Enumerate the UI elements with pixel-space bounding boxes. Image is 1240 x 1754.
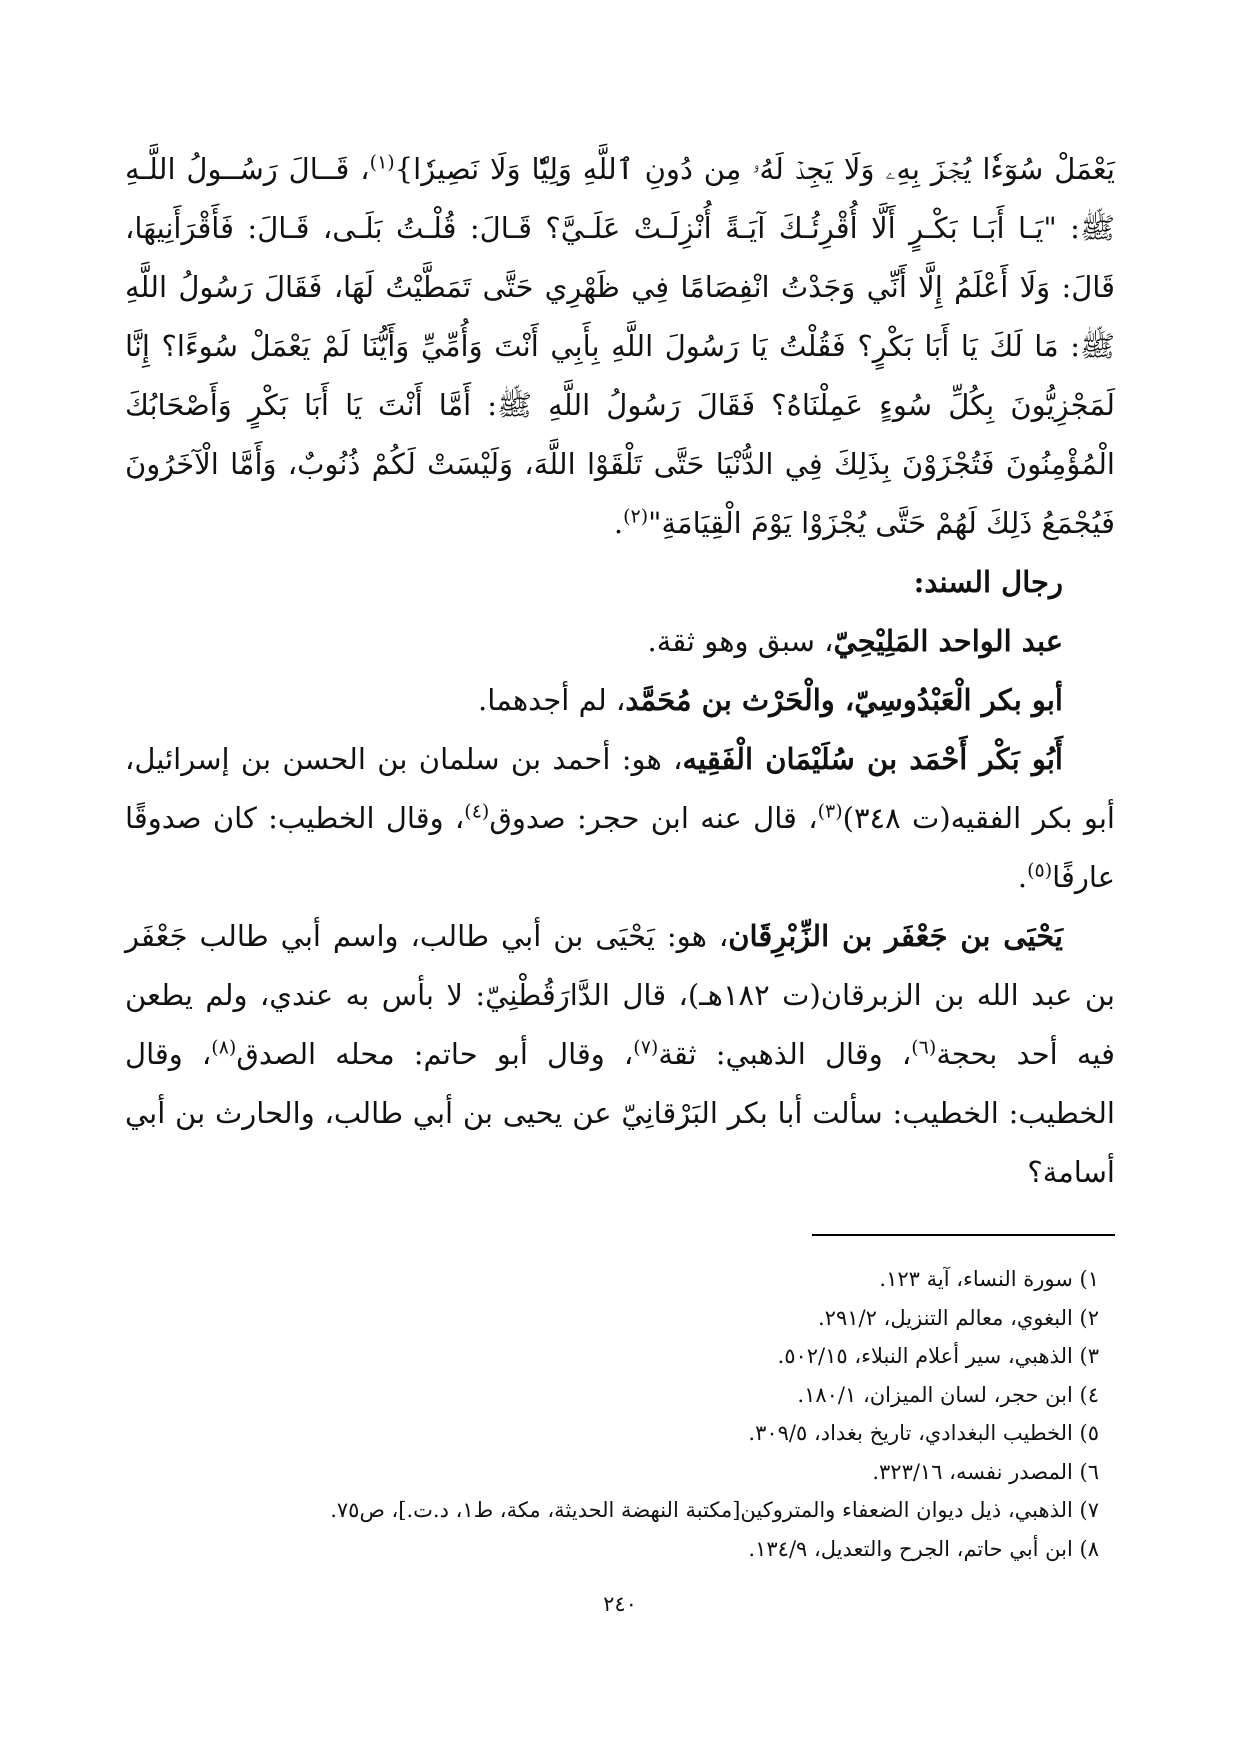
footnote-ref-7[interactable]: (٧) <box>633 1036 659 1059</box>
section-heading: رجال السند: <box>913 565 1063 599</box>
narrator-paragraph-2 <box>125 671 1115 730</box>
narrator-text-4d: ، وقال الخطيب: الخطيب: سألت أبا بكر البَرْقانِيّ عن يحيى بن أبي طالب، والحارث بن أبي أسامة؟ <box>125 1037 1115 1189</box>
footnote-ref-4[interactable]: (٤) <box>464 800 490 823</box>
narrator-text-4b: ، وقال الذهبي: ثقة <box>658 1037 912 1071</box>
narrator-note-2: ، لم أجدهما. <box>478 683 626 717</box>
footnotes-list <box>139 1260 1099 1568</box>
narrator-text-4c: ، وقال أبو حاتم: محله الصدق <box>236 1037 634 1071</box>
narrator-text-3a: ، هو: أحمد بن سلمان بن الحسن بن إسرائيل، أبو بكر الفقيه(ت ٣٤٨) <box>125 742 1115 835</box>
footnote-3: ٣) الذهبي، سير أعلام النبلاء، ٥٠٢/١٥. <box>777 1344 1099 1368</box>
hadith-paragraph <box>125 140 1115 553</box>
footnote-6: ٦) المصدر نفسه، ٣٢٣/١٦. <box>872 1459 1099 1484</box>
footnote-1: ١) سورة النساء، آية ١٢٣. <box>879 1267 1099 1291</box>
narrator-paragraph-3 <box>125 730 1115 907</box>
footnote-ref-5[interactable]: (٥) <box>1027 859 1053 882</box>
narrator-note-1: ، سبق وهو ثقة. <box>647 624 834 658</box>
narrator-text-4a: ، هو: يَحْيَى بن أبي طالب، واسم أبي طالب جَعْفَر بن عبد الله بن الزبرقان(ت ١٨٢هـ)، قال الدَّارَقُطْنِيّ: لا بأس به عندي، ولم يطعن فيه أحد بحجة <box>125 919 1116 1071</box>
footnote-ref-8[interactable]: (٨) <box>211 1036 237 1059</box>
footnote-separator <box>812 1234 1115 1236</box>
main-text <box>125 140 1115 1202</box>
narrator-text-3b: ، قال عنه ابن حجر: صدوق <box>489 801 818 835</box>
narrator-name-4: يَحْيَى بن جَعْفَر بن الزِّبْرِقَان <box>728 919 1063 953</box>
quran-verse: يَعْمَلْ سُوٓءٗا يُجۡزَ بِهِۦ وَلَا يَجِدۡ لَهُۥ مِن دُونِ ٱللَّهِ وَلِيّٗا وَلَا نَصِيرٗا} <box>394 152 1115 186</box>
document-page <box>125 0 1115 1754</box>
footnote-8: ٨) ابن أبي حاتم، الجرح والتعديل، ١٣٤/٩. <box>748 1536 1099 1561</box>
narrator-paragraph-4 <box>125 907 1115 1202</box>
narrator-name-1: عبد الواحد المَلِيْحِيّ <box>833 624 1063 658</box>
narrator-text-3c: ، وقال الخطيب: كان صدوقًا عارفًا <box>125 801 1115 894</box>
footnote-7: ٧) الذهبي، ذيل ديوان الضعفاء والمتروكين[مكتبة النهضة الحديثة، مكة، ط١، د.ت.]، ص٧٥. <box>330 1498 1099 1522</box>
narrator-paragraph-1 <box>125 612 1115 671</box>
footnote-ref-1[interactable]: (١) <box>369 151 395 174</box>
footnote-2: ٢) البغوي، معالم التنزيل، ٢٩١/٢. <box>817 1305 1099 1330</box>
hadith-end: . <box>613 506 624 540</box>
narrator-name-2: أبو بكر الْعَبْدُوسِيّ، والْحَرْث بن مُحَمَّد <box>625 683 1063 717</box>
hadith-text: ، قَــالَ رَسُــولُ اللَّـهِ ﷺ: "يَـا أَبَـا بَكْـرٍ أَلَّا أُقْرِئُـكَ آيَـةً أُنْزِلَـتْ عَلَـيَّ؟ قَـالَ: قُلْـتُ بَلَـى، قَـالَ: فَأَقْرَأَنِيهَا، قَالَ: وَلَا أَعْلَمُ إِلَّا أَنِّي وَجَدْتُ انْفِصَامًا فِي ظَهْرِي حَتَّى تَمَطَّيْتُ لَهَا، فَقَالَ رَسُولُ اللَّهِ ﷺ: مَا لَكَ يَا أَبَا بَكْرٍ؟ فَقُلْتُ يَا رَسُولَ اللَّهِ بِأَبِي أَنْتَ وَأُمِّيِّ وَأَيُّنَا لَمْ يَعْمَلْ سُوءًا؟ إِنَّا لَمَجْزِيُّونَ بِكُلِّ سُوءٍ عَمِلْنَاهُ؟ فَقَالَ رَسُولُ اللَّهِ ﷺ: أَمَّا أَنْتَ يَا أَبَا بَكْرٍ وَأَصْحَابُكَ الْمُؤْمِنُونَ فَتُجْزَوْنَ بِذَلِكَ فِي الدُّنْيَا حَتَّى تَلْقَوْا اللَّهَ، وَلَيْسَتْ لَكُمْ ذُنُوبٌ، وَأَمَّا الْآخَرُونَ فَيُجْمَعُ ذَلِكَ لَهُمْ حَتَّى يُجْزَوْا يَوْمَ الْقِيَامَةِ" <box>125 152 1115 540</box>
footnote-ref-2[interactable]: (٢) <box>623 505 649 528</box>
narrator-name-3: أَبُو بَكْر أَحْمَد بن سُلَيْمَان الْفَقِيه <box>682 742 1063 776</box>
page-number: ٢٤٠ <box>603 1592 637 1616</box>
footnote-ref-6[interactable]: (٦) <box>911 1036 937 1059</box>
footnote-ref-3[interactable]: (٣) <box>817 800 843 823</box>
footnote-4: ٤) ابن حجر، لسان الميزان، ١٨٠/١. <box>797 1382 1099 1407</box>
footnote-5: ٥) الخطيب البغدادي، تاريخ بغداد، ٣٠٩/٥. <box>748 1421 1099 1445</box>
narrator-text-3d: . <box>1017 860 1028 894</box>
